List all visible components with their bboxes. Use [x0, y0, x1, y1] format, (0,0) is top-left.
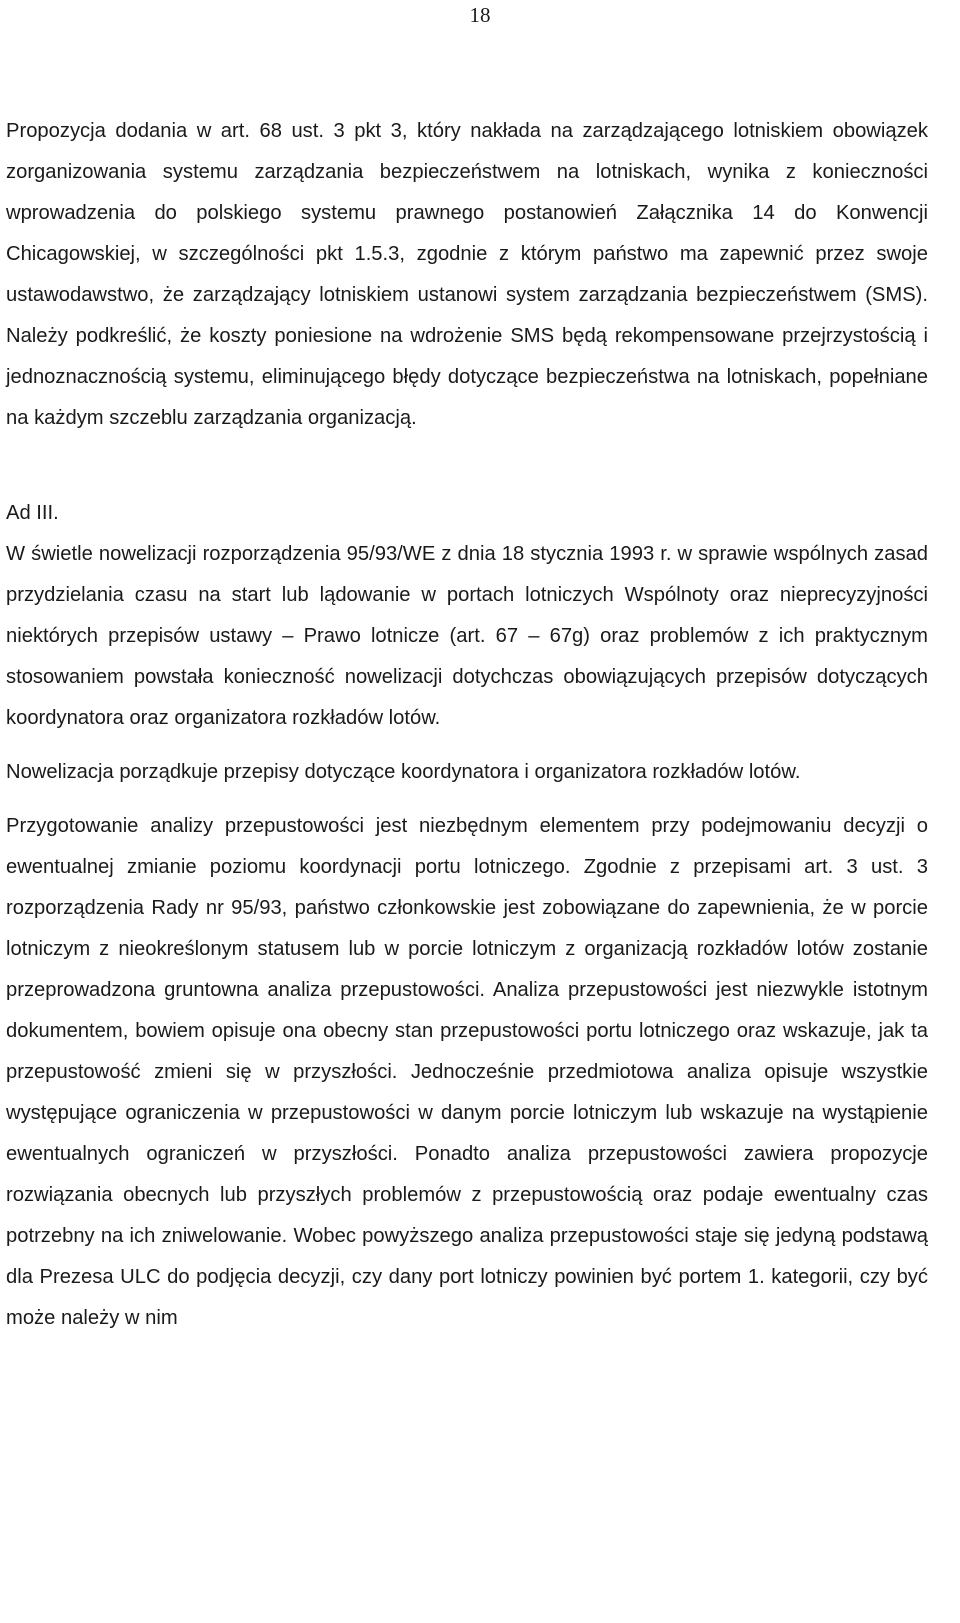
- paragraph-amendment: Nowelizacja porządkuje przepisy dotyczące koordynatora i organizatora rozkładów lotów.: [6, 761, 801, 783]
- paragraph-sms: Propozycja dodania w art. 68 ust. 3 pkt 3, który nakłada na zarządzającego lotniskiem obowiązek zorganizowania systemu zarządzania bezpieczeństwem na lotniskach, wynika z konieczności wprowadzenia do polskiego systemu prawnego postanowień Załącznika 14 do Konwencji Chicagowskiej, w szczególności pkt 1.5.3, zgodnie z którym państwo ma zapewnić przez swoje ustawodawstwo, że zarządzający lotniskiem ustanowi system zarządzania bezpieczeństwem (SMS). Należy podkreślić, że koszty poniesione na wdrożenie SMS będą rekompensowane przejrzystością i jednoznacznością systemu, eliminującego błędy dotyczące bezpieczeństwa na lotniskach, popełniane na każdym szczeblu zarządzania organizacją.: [6, 120, 928, 429]
- section-heading-ad-iii: Ad III.: [6, 502, 59, 524]
- paragraph-capacity-analysis: Przygotowanie analizy przepustowości jest niezbędnym elementem przy podejmowaniu decyzji o ewentualnej zmianie poziomu koordynacji portu lotniczego. Zgodnie z przepisami art. 3 ust. 3 rozporządzenia Rady nr 95/93, państwo członkowskie jest zobowiązane do zapewnienia, że w porcie lotniczym z nieokreślonym statusem lub w porcie lotniczym z organizacją rozkładów lotów zostanie przeprowadzona gruntowna analiza przepustowości. Analiza przepustowości jest niezwykle istotnym dokumentem, bowiem opisuje ona obecny stan przepustowości portu lotniczego oraz wskazuje, jak ta przepustowość zmieni się w przyszłości. Jednocześnie przedmiotowa analiza opisuje wszystkie występujące ograniczenia w przepustowości w danym porcie lotniczym lub wskazuje na wystąpienie ewentualnych ograniczeń w przyszłości. Ponadto analiza przepustowości zawiera propozycje rozwiązania obecnych lub przyszłych problemów z przepustowością oraz podaje ewentualny czas potrzebny na ich zniwelowanie. Wobec powyższego analiza przepustowości staje się jedyną podstawą dla Prezesa ULC do podjęcia decyzji, czy dany port lotniczy powinien być portem 1. kategorii, czy być może należy w nim: [6, 815, 928, 1329]
- document-body: [6, 111, 928, 1339]
- page-number: 18: [469, 3, 491, 27]
- paragraph-regulation-95-93: W świetle nowelizacji rozporządzenia 95/93/WE z dnia 18 stycznia 1993 r. w sprawie wspólnych zasad przydzielania czasu na start lub lądowanie w portach lotniczych Wspólnoty oraz nieprecyzyjności niektórych przepisów ustawy – Prawo lotnicze (art. 67 – 67g) oraz problemów z ich praktycznym stosowaniem powstała konieczność nowelizacji dotychczas obowiązujących przepisów dotyczących koordynatora oraz organizatora rozkładów lotów.: [6, 543, 928, 729]
